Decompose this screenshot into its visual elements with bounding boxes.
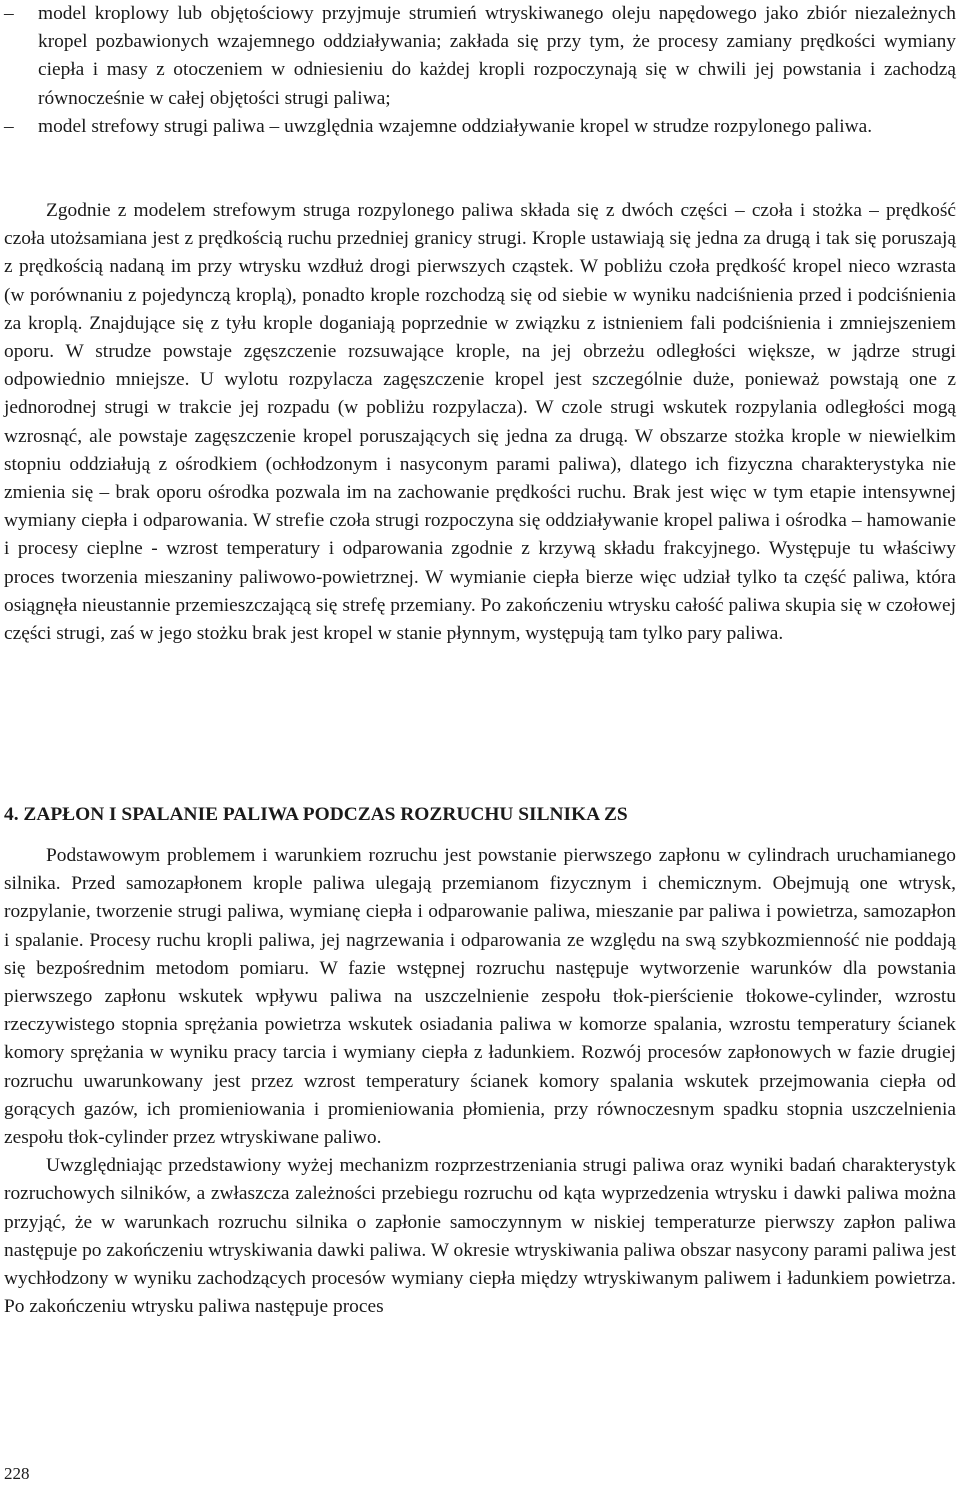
- section-heading: 4. ZAPŁON I SPALANIE PALIWA PODCZAS ROZRUCHU SILNIKA ZS: [4, 804, 628, 825]
- list-marker: –: [4, 3, 14, 24]
- list-item-text: model strefowy strugi paliwa – uwzględnia wzajemne oddziaływanie kropel w strudze rozpylonego paliwa.: [38, 115, 873, 137]
- body-section-2: [4, 842, 956, 1321]
- paragraph: Zgodnie z modelem strefowym struga rozpylonego paliwa składa się z dwóch części – czoła i stożka – prędkość czoła utożsamiana jest z prędkością ruchu przedniej granicy strugi. Krople ustawiają się jedna za drugą i tak się poruszają z prędkością nadaną im przy wtrysku wzdłuż drogi pierwszych cząstek. W pobliżu czoła prędkość kropel nieco wzrasta (w porównaniu z pojedynczą kroplą), ponadto krople rozchodzą się od siebie w wyniku nadciśnienia przed i podciśnienia za kroplą. Znajdujące się z tyłu krople doganiają poprzednie w związku z istnieniem fali podciśnienia i zmniejszeniem oporu. W strudze powstaje zgęszczenie rozsuwające krople, na jej obrzeżu odległości większe, w jądrze strugi odpowiednio mniejsze. U wylotu rozpylacza zagęszczenie kropel jest szczególnie duże, ponieważ powstają one z jednorodnej strugi w trakcie jej rozpadu (w pobliżu rozpylacza). W czole strugi wskutek rozpylania odległości mogą wzrosnąć, ale powstaje zagęszczenie kropel poruszających się jedna za drugą. W obszarze stożka krople w niewielkim stopniu oddziałują z ośrodkiem (ochłodzonym i nasyconym parami paliwa), dlatego ich fizyczna charakterystyka nie zmienia się – brak oporu ośrodka pozwala im na zachowanie prędkości ruchu. Brak jest więc w tym etapie intensywnej wymiany ciepła i odparowania. W strefie czoła strugi rozpoczyna się oddziaływanie kropel paliwa i ośrodka – hamowanie i procesy cieplne - wzrost temperatury i odparowania zgodnie z krzywą składu frakcyjnego. Występuje tu właściwy proces tworzenia mieszaniny paliwowo-powietrznej. W wymianie ciepła bierze więc udział tylko ta część paliwa, która osiągnęła nieustannie przemieszczającą się strefę przemiany. Po zakończeniu wtrysku całość paliwa skupia się w czołowej części strugi, zaś w jego stożku brak jest kropel w stanie płynnym, występują tam tylko pary paliwa.: [4, 200, 956, 645]
- paragraph: Uwzględniając przedstawiony wyżej mechanizm rozprzestrzeniania strugi paliwa oraz wyniki badań charakterystyk rozruchowych silników, a zwłaszcza zależności przebiegu rozruchu od kąta wyprzedzenia wtrysku i dawki paliwa można przyjąć, że w warunkach rozruchu silnika o zapłonie samoczynnym w niskiej temperaturze pierwszy zapłon paliwa następuje po zakończeniu wtryskiwania dawki paliwa. W okresie wtryskiwania paliwa obszar nasycony parami paliwa jest wychłodzony w wyniku zachodzących procesów wymiany ciepła między wtryskiwanym paliwem i ładunkiem powietrza. Po zakończeniu wtrysku paliwa następuje proces: [4, 1155, 956, 1318]
- paragraph: Podstawowym problemem i warunkiem rozruchu jest powstanie pierwszego zapłonu w cylindrach uruchamianego silnika. Przed samozapłonem krople paliwa ulegają przemianom fizycznym i chemicznym. Obejmują one wtrysk, rozpylanie, tworzenie strugi paliwa, wymianę ciepła i odparowanie paliwa, mieszanie par paliwa i powietrza, samozapłon i spalanie. Procesy ruchu kropli paliwa, jej nagrzewania i odparowania ze względu na swą szybkozmienność nie poddają się bezpośrednim metodom pomiaru. W fazie wstępnej rozruchu następuje wytworzenie warunków dla powstania pierwszego zapłonu wskutek wpływu paliwa na uszczelnienie zespołu tłok-pierścienie tłokowe-cylinder, wzrostu rzeczywistego stopnia sprężania powietrza wskutek osiadania paliwa w komorze spalania, wzrostu temperatury ścianek komory sprężania w wyniku pracy tarcia i wymiany ciepła z ładunkiem. Rozwój procesów zapłonowych w fazie drugiej rozruchu uwarunkowany jest przez wzrost temperatury ścianek komory spalania wskutek przejmowania ciepła od gorących gazów, ich promieniowania i promieniowania płomienia, przy równoczesnym spadku stopnia uszczelnienia zespołu tłok-cylinder przez wtryskiwane paliwo.: [4, 845, 956, 1149]
- page-number: 228: [4, 1464, 30, 1483]
- list-item: [4, 0, 956, 113]
- dash-list: [4, 0, 956, 141]
- list-item: [4, 113, 956, 141]
- body-section-1: [4, 197, 956, 648]
- list-item-text: model kroplowy lub objętościowy przyjmuje strumień wtryskiwanego oleju napędowego jako zbiór niezależnych kropel pozbawionych wzajemnego oddziaływania; zakłada się przy tym, że procesy zamiany prędkości wymiany ciepła i masy z otoczeniem w odniesieniu do każdej kropli rozpoczynają się w chwili jej powstania i zachodzą równocześnie w całej objętości strugi paliwa;: [38, 3, 956, 109]
- list-marker: –: [4, 115, 14, 137]
